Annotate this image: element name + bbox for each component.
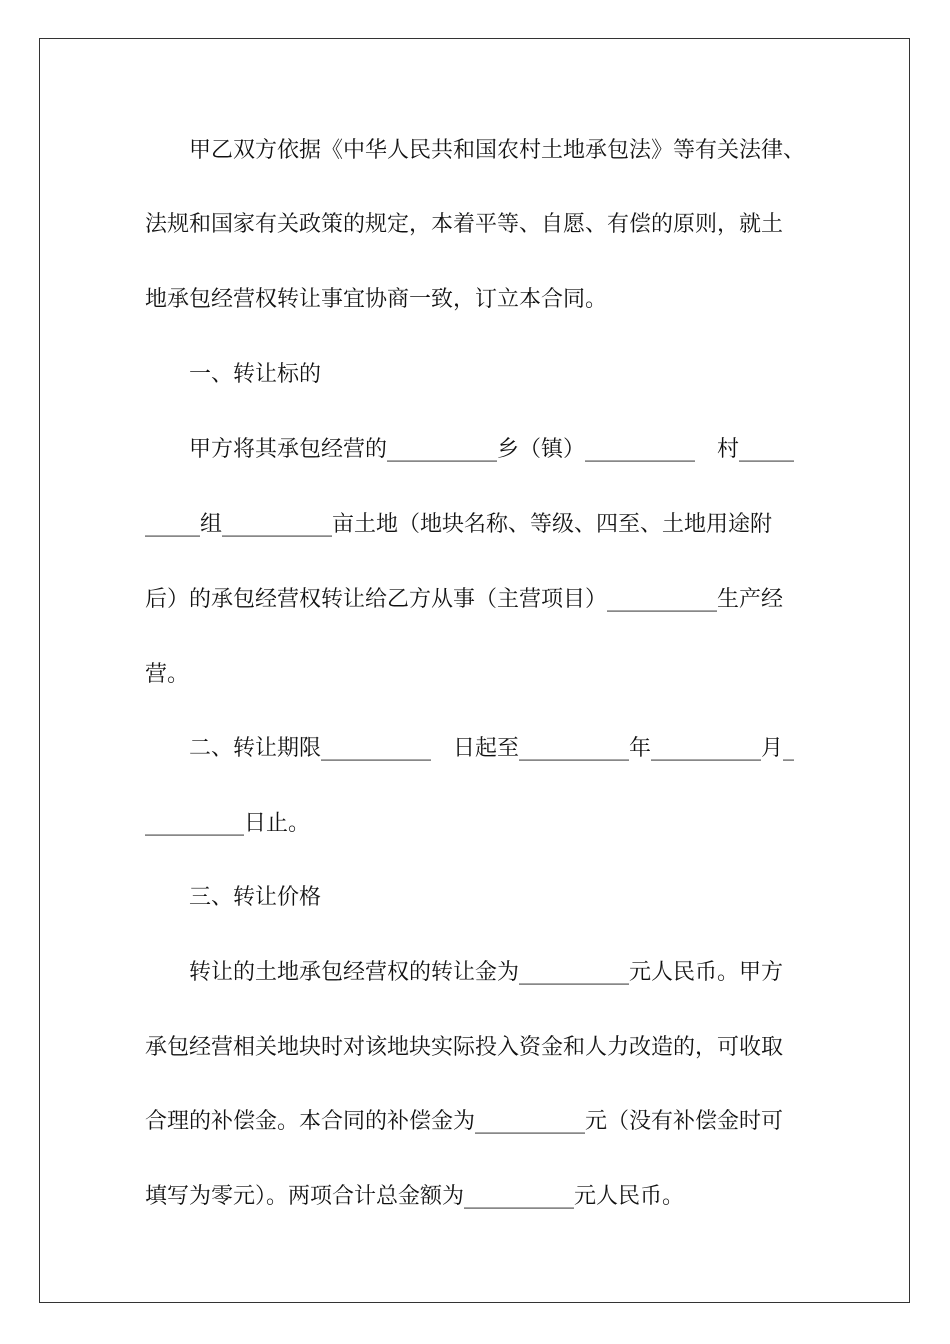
paragraph-term-line-2: _________日止。 [145,811,311,836]
paragraph-subject-line-2: _____组__________亩土地（地块名称、等级、四至、土地用途附 [145,512,773,537]
paragraph-intro-line-2: 法规和国家有关政策的规定，本着平等、自愿、有偿的原则，就土 [145,212,784,237]
paragraph-intro-line-1: 甲乙双方依据《中华人民共和国农村土地承包法》等有关法律、 [189,138,806,163]
paragraph-intro-line-3: 地承包经营权转让事宜协商一致，订立本合同。 [145,287,608,312]
paragraph-subject-line-4: 营。 [145,662,190,687]
paragraph-price-line-4: 填写为零元）。两项合计总金额为__________元人民币。 [145,1184,685,1209]
paragraph-price-line-3: 合理的补偿金。本合同的补偿金为__________元（没有补偿金时可 [145,1109,784,1134]
section-heading-transfer-subject: 一、转让标的 [189,362,322,387]
paragraph-subject-line-1: 甲方将其承包经营的__________乡（镇）__________ 村_____ [189,437,795,462]
paragraph-subject-line-3: 后）的承包经营权转让给乙方从事（主营项目）__________生产经 [145,587,784,612]
paragraph-term-line-1: 二、转让期限__________ 日起至__________年__________月_ [189,736,795,761]
section-heading-transfer-price: 三、转让价格 [189,885,322,910]
paragraph-price-line-2: 承包经营相关地块时对该地块实际投入资金和人力改造的，可收取 [145,1035,784,1060]
paragraph-price-line-1: 转让的土地承包经营权的转让金为__________元人民币。甲方 [189,960,784,985]
